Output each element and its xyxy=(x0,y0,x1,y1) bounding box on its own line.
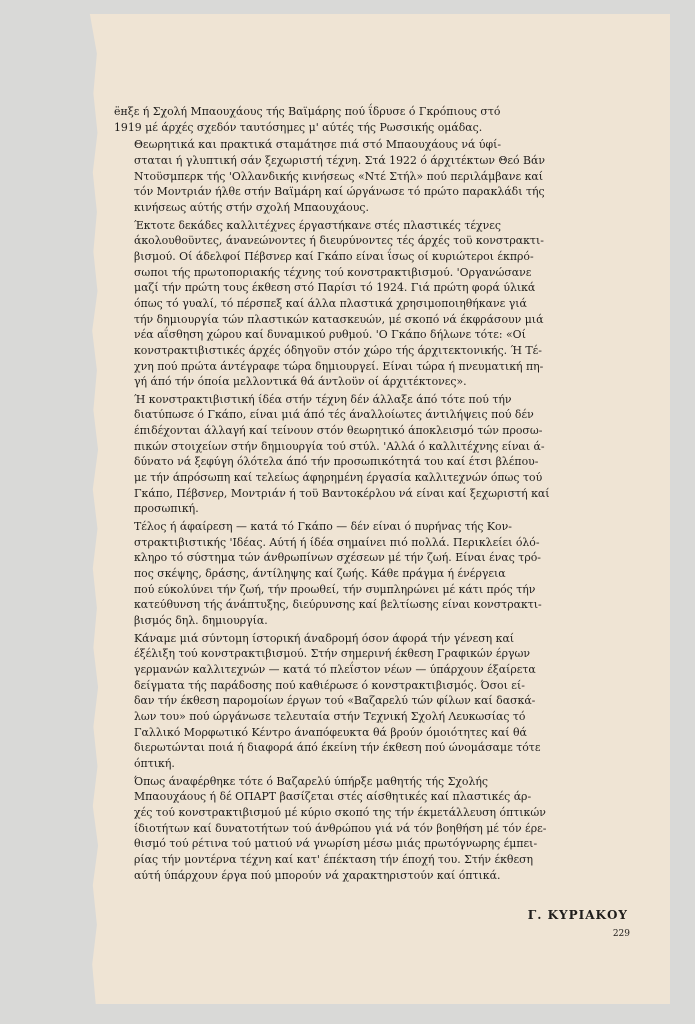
paragraph xyxy=(114,774,628,884)
text-line: λων του» πού ώργάνωσε τελευταία στήν Τεχνική Σχολή Λευκωσίας τό xyxy=(134,709,526,723)
text-line: τόν Μοντριάν ήλθε στήν Βαϊμάρη καί ώργάνωσε τό πρώτο παρακλάδι τής xyxy=(134,185,545,199)
text-line: πικών στοιχείων στήν δημιουργία τού στύλ. 'Αλλά ό καλλιτέχνης είναι ά- xyxy=(134,439,545,453)
text-line: με τήν άπρόσωπη καί τελείως άφηρημένη έργασία καλλιτεχνών όπως τού xyxy=(134,471,543,485)
text-line: 1919 μέ άρχές σχεδόν ταυτόσημες μ' αύτές τής Ρωσσικής ομάδας. xyxy=(114,120,483,134)
text-line: σωποι τής πρωτοποριακής τέχνης τού κονστρακτιβισμού. 'Οργανώσανε xyxy=(134,265,532,279)
paragraph xyxy=(114,218,628,390)
text-line: δαν τήν έκθεση παρομοίων έργων τού «Βαζαρελύ τών φίλων καί δασκά- xyxy=(134,694,536,708)
text-line: έπιδέχονται άλλαγή καί τείνουν στόν θεωρητικό άποκλεισμό τών προσω- xyxy=(134,424,543,438)
text-line: γερμανών καλλιτεχνών — κατά τό πλεΐστον νέων — ύπάρχουν έξαίρετα xyxy=(134,662,536,676)
text-line: δύνατο νά ξεφύγη όλότελα άπό τήν προσωπικότητά του καί έτσι βλέπου- xyxy=(134,455,539,469)
text-line: Γκάπο, Πέβσνερ, Μοντριάν ή τοϋ Βαντοκέρλου νά είναι καί ξεχωριστή καί xyxy=(134,486,550,500)
article-body xyxy=(114,104,628,885)
text-line: διατύπωσε ό Γκάπο, είναι μιά άπό τές άναλλοίωτες άντιλήψεις πού δέν xyxy=(134,408,534,422)
text-line: όπτική. xyxy=(134,756,175,770)
text-line: Ή κονστρακτιβιστική ίδέα στήν τέχνη δέν άλλαξε άπό τότε πού τήν xyxy=(134,392,512,406)
text-line: αύτή ύπάρχουν έργα πού μπορούν νά χαρακτηριστούν καί όπτικά. xyxy=(134,868,501,882)
text-line: Θεωρητικά και πρακτικά σταμάτησε πιά στό Μπαουχάους νά ύφί- xyxy=(134,138,502,152)
text-line: πού εύκολύνει τήν ζωή, τήν προωθεί, τήν συμπληρώνει μέ κάτι πρός τήν xyxy=(134,582,536,596)
text-line: δείγματα τής παράδοσης πού καθιέρωσε ό κονστρακτιβισμός. Όσοι εί- xyxy=(134,678,525,692)
paragraph xyxy=(114,519,628,629)
text-line: κατεύθυνση τής άνάπτυξης, διεύρυνσης καί βελτίωσης είναι κονστρακτι- xyxy=(134,598,542,612)
text-line: έξέλιξη τού κονστρακτιβισμού. Στήν σημερινή έκθεση Γραφικών έργων xyxy=(134,647,530,661)
paragraph xyxy=(114,104,628,135)
text-line: νέα αΐσθηση χώρου καί δυναμικού ρυθμού. 'Ο Γκάπο δήλωνε τότε: «Οί xyxy=(134,328,526,342)
text-line: χνη πού πρώτα άντέγραφε τώρα δημιουργεί. Είναι τώρα ή πνευματική πη- xyxy=(134,359,544,373)
page-number: 229 xyxy=(612,929,630,939)
paragraph xyxy=(114,137,628,215)
author-signature: Γ. ΚΥΡΙΑΚΟΥ xyxy=(527,908,628,922)
text-line: ρίας τήν μοντέρνα τέχνη καί κατ' έπέκταση τήν έποχή του. Στήν έκθεση xyxy=(134,852,534,866)
text-line: μαζί τήν πρώτη τους έκθεση στό Παρίσι τό 1924. Γιά πρώτη φορά ύλικά xyxy=(134,281,536,295)
text-line: βισμός δηλ. δημιουργία. xyxy=(134,614,268,627)
text-line: τήν δημιουργία τών πλαστικών κατασκευών, μέ σκοπό νά έκφράσουν μιά xyxy=(134,312,544,326)
text-line: Όπως άναφέρθηκε τότε ό Βαζαρελύ ύπήρξε μαθητής τής Σχολής xyxy=(134,774,488,788)
text-line: κινήσεως αύτής στήν σχολή Μπαουχάους. xyxy=(134,200,369,214)
text-line: γή άπό τήν όποία μελλοντικά θά άντλοϋν οί άρχιτέκτονες». xyxy=(134,375,467,389)
text-line: πος σκέψης, δράσης, άντίληψης καί ζωής. Κάθε πράγμα ή ένέργεια xyxy=(134,567,506,581)
text-line: ёнξε ή Σχολή Μπαουχάους τής Βαϊμάρης πού ΐδρυσε ό Γκρόπιους στό xyxy=(114,105,501,118)
text-line: σταται ή γλυπτική σάν ξεχωριστή τέχνη. Στά 1922 ό άρχιτέκτων Θεό Βάν xyxy=(134,153,546,167)
text-line: Μπαουχάους ή δέ ΟΠΑΡΤ βασίζεται στές αίσθητικές καί πλαστικές άρ- xyxy=(134,790,532,804)
text-line: όπως τό γυαλί, τό πέρσπεξ καί άλλα πλαστικά χρησιμοποιηθήκανε γιά xyxy=(134,296,527,310)
text-line: Ντοϋσμπερκ τής 'Ολλανδικής κινήσεως «Ντέ Στήλ» πού περιλάμβανε καί xyxy=(134,169,543,183)
text-line: κληρο τό σύστημα τών άνθρωπίνων σχέσεων μέ τήν ζωή. Είναι ένας τρό- xyxy=(134,551,541,565)
text-line: Έκτοτε δεκάδες καλλιτέχνες έργαστήκανε στές πλαστικές τέχνες xyxy=(134,218,501,232)
paragraph xyxy=(114,631,628,772)
text-line: ίδιοτήτων καί δυνατοτήτων τού άνθρώπου γιά νά τόν βοηθήση μέ τόν έρε- xyxy=(134,821,547,835)
text-line: Τέλος ή άφαίρεση — κατά τό Γκάπο — δέν είναι ό πυρήνας τής Κον- xyxy=(134,520,512,534)
text-line: κονστρακτιβιστικές άρχές όδηγοϋν στόν χώρο τής άρχιτεκτονικής. Ή Τέ- xyxy=(134,343,542,357)
text-line: χές τού κονστρακτιβισμού μέ κύριο σκοπό της τήν έκμετάλλευση όπτικών xyxy=(134,805,546,819)
text-line: στρακτιβιστικής 'Ιδέας. Αύτή ή ίδέα σημαίνει πιό πολλά. Περικλείει όλό- xyxy=(134,535,540,549)
text-line: άκολουθοϋντες, άνανεώνοντες ή διευρύνοντες τές άρχές τοϋ κονστρακτι- xyxy=(134,234,544,248)
text-line: θισμό τού ρέτινα τού ματιού νά γνωρίση μέσω μιάς πρωτόγνωρης έμπει- xyxy=(134,837,538,851)
text-line: διερωτώνται ποιά ή διαφορά άπό έκείνη τήν έκθεση πού ώνομάσαμε τότε xyxy=(134,741,541,755)
text-line: βισμού. Οί άδελφοί Πέβσνερ καί Γκάπο είναι ΐσως οί κυριώτεροι έκπρό- xyxy=(134,249,534,263)
text-line: προσωπική. xyxy=(134,502,199,516)
text-line: Κάναμε μιά σύντομη ίστορική άναδρομή όσον άφορά τήν γένεση καί xyxy=(134,631,515,645)
text-line: Γαλλικό Μορφωτικό Κέντρο άναπόφευκτα θά βρούν όμοιότητες καί θά xyxy=(134,725,527,739)
paragraph xyxy=(114,392,628,517)
